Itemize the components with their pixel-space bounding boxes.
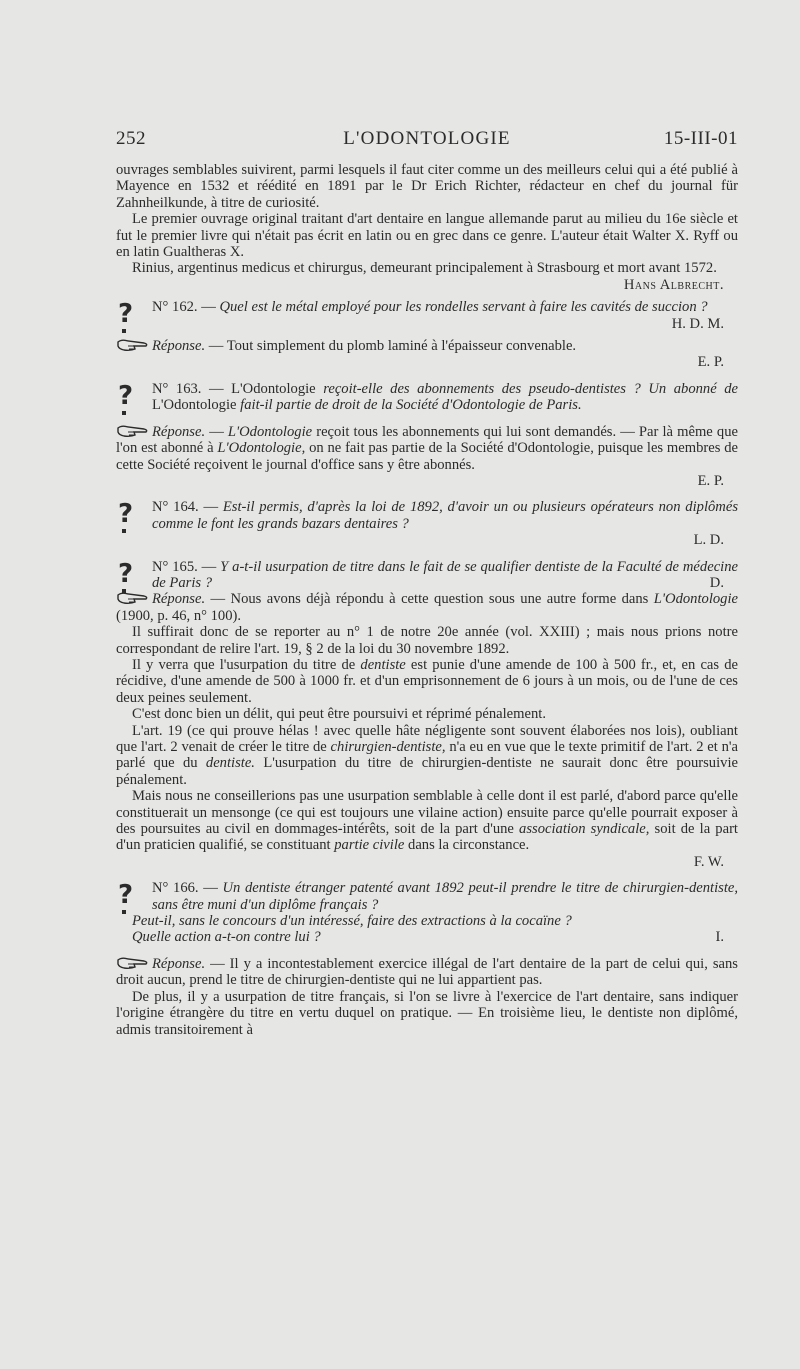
paragraph [116, 657, 738, 706]
journal-name: L'Odontologie [152, 397, 237, 414]
paragraph: Rinius, argentinus medicus et chirurgus, demeurant principalement à Strasbourg et mort avant 1572. [132, 260, 717, 277]
running-head [116, 128, 738, 152]
question-text: fait-il partie de droit de la Société d'Odontologie de Paris. [240, 397, 582, 414]
signature: H. D. M. [671, 315, 724, 332]
question-164 [116, 499, 738, 548]
answer-text: (1900, p. 46, n° 100). [116, 607, 242, 624]
paragraph: Le premier ouvrage original traitant d'art dentaire en langue allemande parut au milieu du 16e siècle et fut le premier livre qui n'était pas écrit en latin ou en grec dans ce genre. L'auteur était Walter X. Ryff ou en latin Gualtheras X. [116, 211, 738, 261]
text-run: partie civile [334, 837, 405, 854]
question-line [116, 929, 738, 945]
answer-text: reçoit tous les abonnements qui lui sont demandés. — Par là même que l'on est abonné à [116, 423, 738, 457]
journal-title: L'ODONTOLOGIE [343, 128, 511, 149]
text-run: n'a eu en vue que le texte primitif de l'art. 2 et n'a parlé que du [116, 739, 739, 772]
text-run: L'usurpation du titre de chirurgien-dentiste ne saurait donc être poursuivie pénalement. [116, 755, 738, 788]
pointing-hand-icon [116, 591, 150, 605]
answer-label: Réponse. [152, 955, 206, 972]
question-mark-icon: ? [118, 499, 134, 530]
answer-label: Réponse. [152, 423, 206, 440]
signature: D. [709, 574, 724, 591]
answer-text: on ne fait pas partie de la Société d'Odontologie, puisque les membres de cette Société reçoivent le journal d'office sans y être abonnés. [116, 440, 739, 473]
text-run: Mais nous ne conseillerions pas une usurpation semblable à celle dont il est parlé, d'abord parce qu'elle constituerait un mensonge (ce qui est toujours une vilaine action) ensuite parce qu'elle pourrait exposer à des poursuites au civil en dommages-intérêts, soit de la part d'une [116, 788, 738, 838]
paragraph [116, 723, 738, 789]
article-body [116, 162, 738, 1038]
signature: E. P. [697, 354, 724, 371]
question-number: N° 166. — [152, 880, 218, 897]
journal-name: L'Odontologie, [217, 440, 306, 457]
text-run: dans la circonstance. [408, 837, 530, 854]
dash: — [209, 423, 224, 440]
answer-label: Réponse. [152, 591, 206, 608]
text-run: association syndicale, [519, 821, 650, 838]
answer-165 [116, 591, 738, 624]
question-text [116, 913, 738, 929]
text-run: dentiste. [205, 755, 255, 772]
question-number: N° 163. — [152, 380, 224, 397]
paragraph: Il suffirait donc de se reporter au n° 1 de notre 20e année (vol. XXIII) ; mais nous prions notre correspondant de relire l'art. 19, § 2 de la loi du 30 novembre 1892. [116, 624, 738, 657]
question-text: Quel est le métal employé pour les rondelles servant à faire les cavités de succion ? [219, 299, 708, 316]
text-run: chirurgien-dentiste, [330, 739, 446, 755]
text-run: L'art. 19 (ce qui prouve hélas ! avec quelle hâte négligente sont souvent élaborées nos lois), oubliant que l'art. 2 venait de créer le titre de [116, 722, 738, 755]
question-mark-icon: ? [118, 299, 134, 330]
text-run: est punie d'une amende de 100 à 500 fr., et, en cas de récidive, d'une amende de 500 à 1000 fr. et d'un emprisonnement de 6 jours à un mois, ou de l'une de ces deux peines seulement. [116, 656, 738, 706]
pointing-hand-icon [116, 956, 150, 970]
question-text: Un abonné de [648, 380, 739, 397]
answer-166 [116, 956, 738, 989]
text-run: Il y verra que l'usurpation du titre de [132, 656, 356, 673]
question-mark-icon: ? [118, 880, 134, 911]
journal-name: L'Odontologie [653, 591, 738, 608]
signature: E. P. [697, 472, 724, 489]
question-mark-icon: ? [118, 558, 134, 589]
paragraph: De plus, il y a usurpation de titre français, si l'on se livre à l'exercice de l'art dentaire, sans indiquer l'origine étrangère du titre en vertu duquel on pratique. — En troisième lieu, le dentiste non diplômé, admis transitoirement à [116, 988, 738, 1038]
signature: Hans Albrecht. [623, 276, 724, 293]
question-162 [116, 299, 738, 332]
answer-163 [116, 424, 738, 473]
question-number: N° 164. — [152, 499, 219, 516]
answer-text: — Nous avons déjà répondu à cette question sous une autre forme dans [210, 591, 649, 608]
question-text: Un dentiste étranger patenté avant 1892 peut-il prendre le titre de chirurgien-dentiste, sans être muni d'un diplôme français ? [152, 880, 738, 913]
question-text: Y a-t-il usurpation de titre dans le fait de se qualifier dentiste de la Faculté de médecine de Paris ? [152, 558, 738, 591]
issue-date: 15-III-01 [663, 128, 738, 149]
answer-162 [116, 338, 738, 354]
question-text: Quelle action a-t-on contre lui ? [132, 929, 321, 946]
paragraph [116, 788, 738, 854]
text-run: dentiste [360, 656, 406, 673]
answer-text: — Il y a incontestablement exercice illégal de l'art dentaire de la part de celui qui, sans droit aucun, prend le titre de chirurgien-dentiste qui ne lui appartient pas. [116, 955, 738, 989]
answer-text: — Tout simplement du plomb laminé à l'épaisseur convenable. [208, 338, 577, 355]
journal-name: L'Odontologie [227, 423, 313, 440]
paragraph: C'est donc bien un délit, qui peut être poursuivi et réprimé pénalement. [132, 706, 546, 723]
text-run: soit de la part d'un praticien qualifié, se constituant [116, 821, 738, 854]
journal-name: L'Odontologie [231, 380, 316, 397]
pointing-hand-icon [116, 424, 150, 438]
answer-label: Réponse. [152, 338, 206, 355]
signature: L. D. [693, 532, 724, 549]
question-165 [116, 559, 738, 592]
paragraph: ouvrages semblables suivirent, parmi lesquels il faut citer comme un des meilleurs celui qui a été publié à Mayence en 1532 et réédité en 1891 par le Dr Erich Richter, rédacteur en chef du journal für Zahnheilkunde, à titre de curiosité. [116, 162, 738, 211]
question-text: Est-il permis, d'après la loi de 1892, d'avoir un ou plusieurs opérateurs non diplômés comme le font les grands bazars dentaires ? [152, 499, 738, 532]
question-166 [116, 880, 738, 913]
signature: I. [715, 929, 724, 946]
question-text: reçoit-elle des abonnements des pseudo-dentistes ? [323, 380, 641, 397]
pointing-hand-icon [116, 338, 150, 352]
question-163 [116, 381, 738, 414]
page-number: 252 [116, 128, 146, 149]
question-mark-icon: ? [118, 380, 134, 411]
question-number: N° 165. — [152, 558, 217, 575]
question-number: N° 162. — [152, 299, 216, 316]
question-text: Peut-il, sans le concours d'un intéressé, faire des extractions à la cocaïne ? [132, 913, 572, 930]
signature: F. W. [693, 853, 724, 870]
